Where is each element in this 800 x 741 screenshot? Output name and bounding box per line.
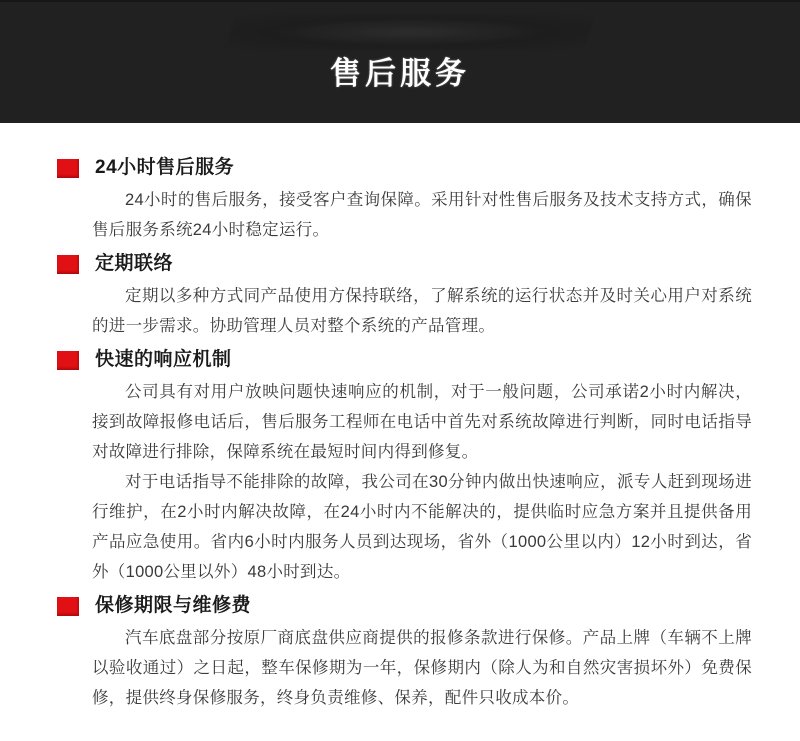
- red-square-bullet-icon: [57, 597, 79, 616]
- section-paragraph: 24小时的售后服务，接受客户查询保障。采用针对性售后服务及技术支持方式，确保售后服务系统24小时稳定运行。: [92, 191, 752, 239]
- red-square-bullet-icon: [57, 351, 79, 370]
- page-header-banner: [0, 0, 800, 123]
- section-heading: 保修期限与维修费: [95, 595, 252, 616]
- content-area: [0, 123, 800, 713]
- red-square-bullet-icon: [57, 159, 79, 178]
- section-paragraph: 定期以多种方式同产品使用方保持联络，了解系统的运行状态并及时关心用户对系统的进一步需求。协助管理人员对整个系统的产品管理。: [92, 287, 752, 335]
- section-fast-response: [57, 349, 752, 587]
- red-square-bullet-icon: [57, 255, 79, 274]
- section-header: [57, 157, 752, 179]
- section-header: [57, 595, 752, 617]
- section-paragraph: 汽车底盘部分按原厂商底盘供应商提供的报修条款进行保修。产品上牌（车辆不上牌以验收通过）之日起，整车保修期为一年，保修期内（除人为和自然灾害损坏外）免费保修，提供终身保修服务，终身负责维修、保养，配件只收成本价。: [92, 629, 752, 707]
- section-paragraph: 公司具有对用户放映问题快速响应的机制，对于一般问题，公司承诺2小时内解决，接到故障报修电话后，售后服务工程师在电话中首先对系统故障进行判断，同时电话指导对故障进行排除，保障系统在最短时间内得到修复。: [92, 383, 752, 461]
- watermark: [224, 14, 596, 50]
- section-header: [57, 253, 752, 275]
- section-heading: 定期联络: [95, 253, 174, 274]
- section-warranty: [57, 595, 752, 713]
- page-title: 售后服务: [330, 56, 470, 91]
- section-heading: 24小时售后服务: [95, 157, 235, 178]
- section-heading: 快速的响应机制: [95, 349, 232, 370]
- section-paragraph: 对于电话指导不能排除的故障，我公司在30分钟内做出快速响应，派专人赶到现场进行维护，在2小时内解决故障，在24小时内不能解决的，提供临时应急方案并且提供备用产品应急使用。省内6小时内服务人员到达现场，省外（1000公里以内）12小时到达，省外（1000公里以外）48小时到达。: [92, 473, 752, 581]
- section-24h-service: [57, 157, 752, 245]
- section-header: [57, 349, 752, 371]
- section-regular-contact: [57, 253, 752, 341]
